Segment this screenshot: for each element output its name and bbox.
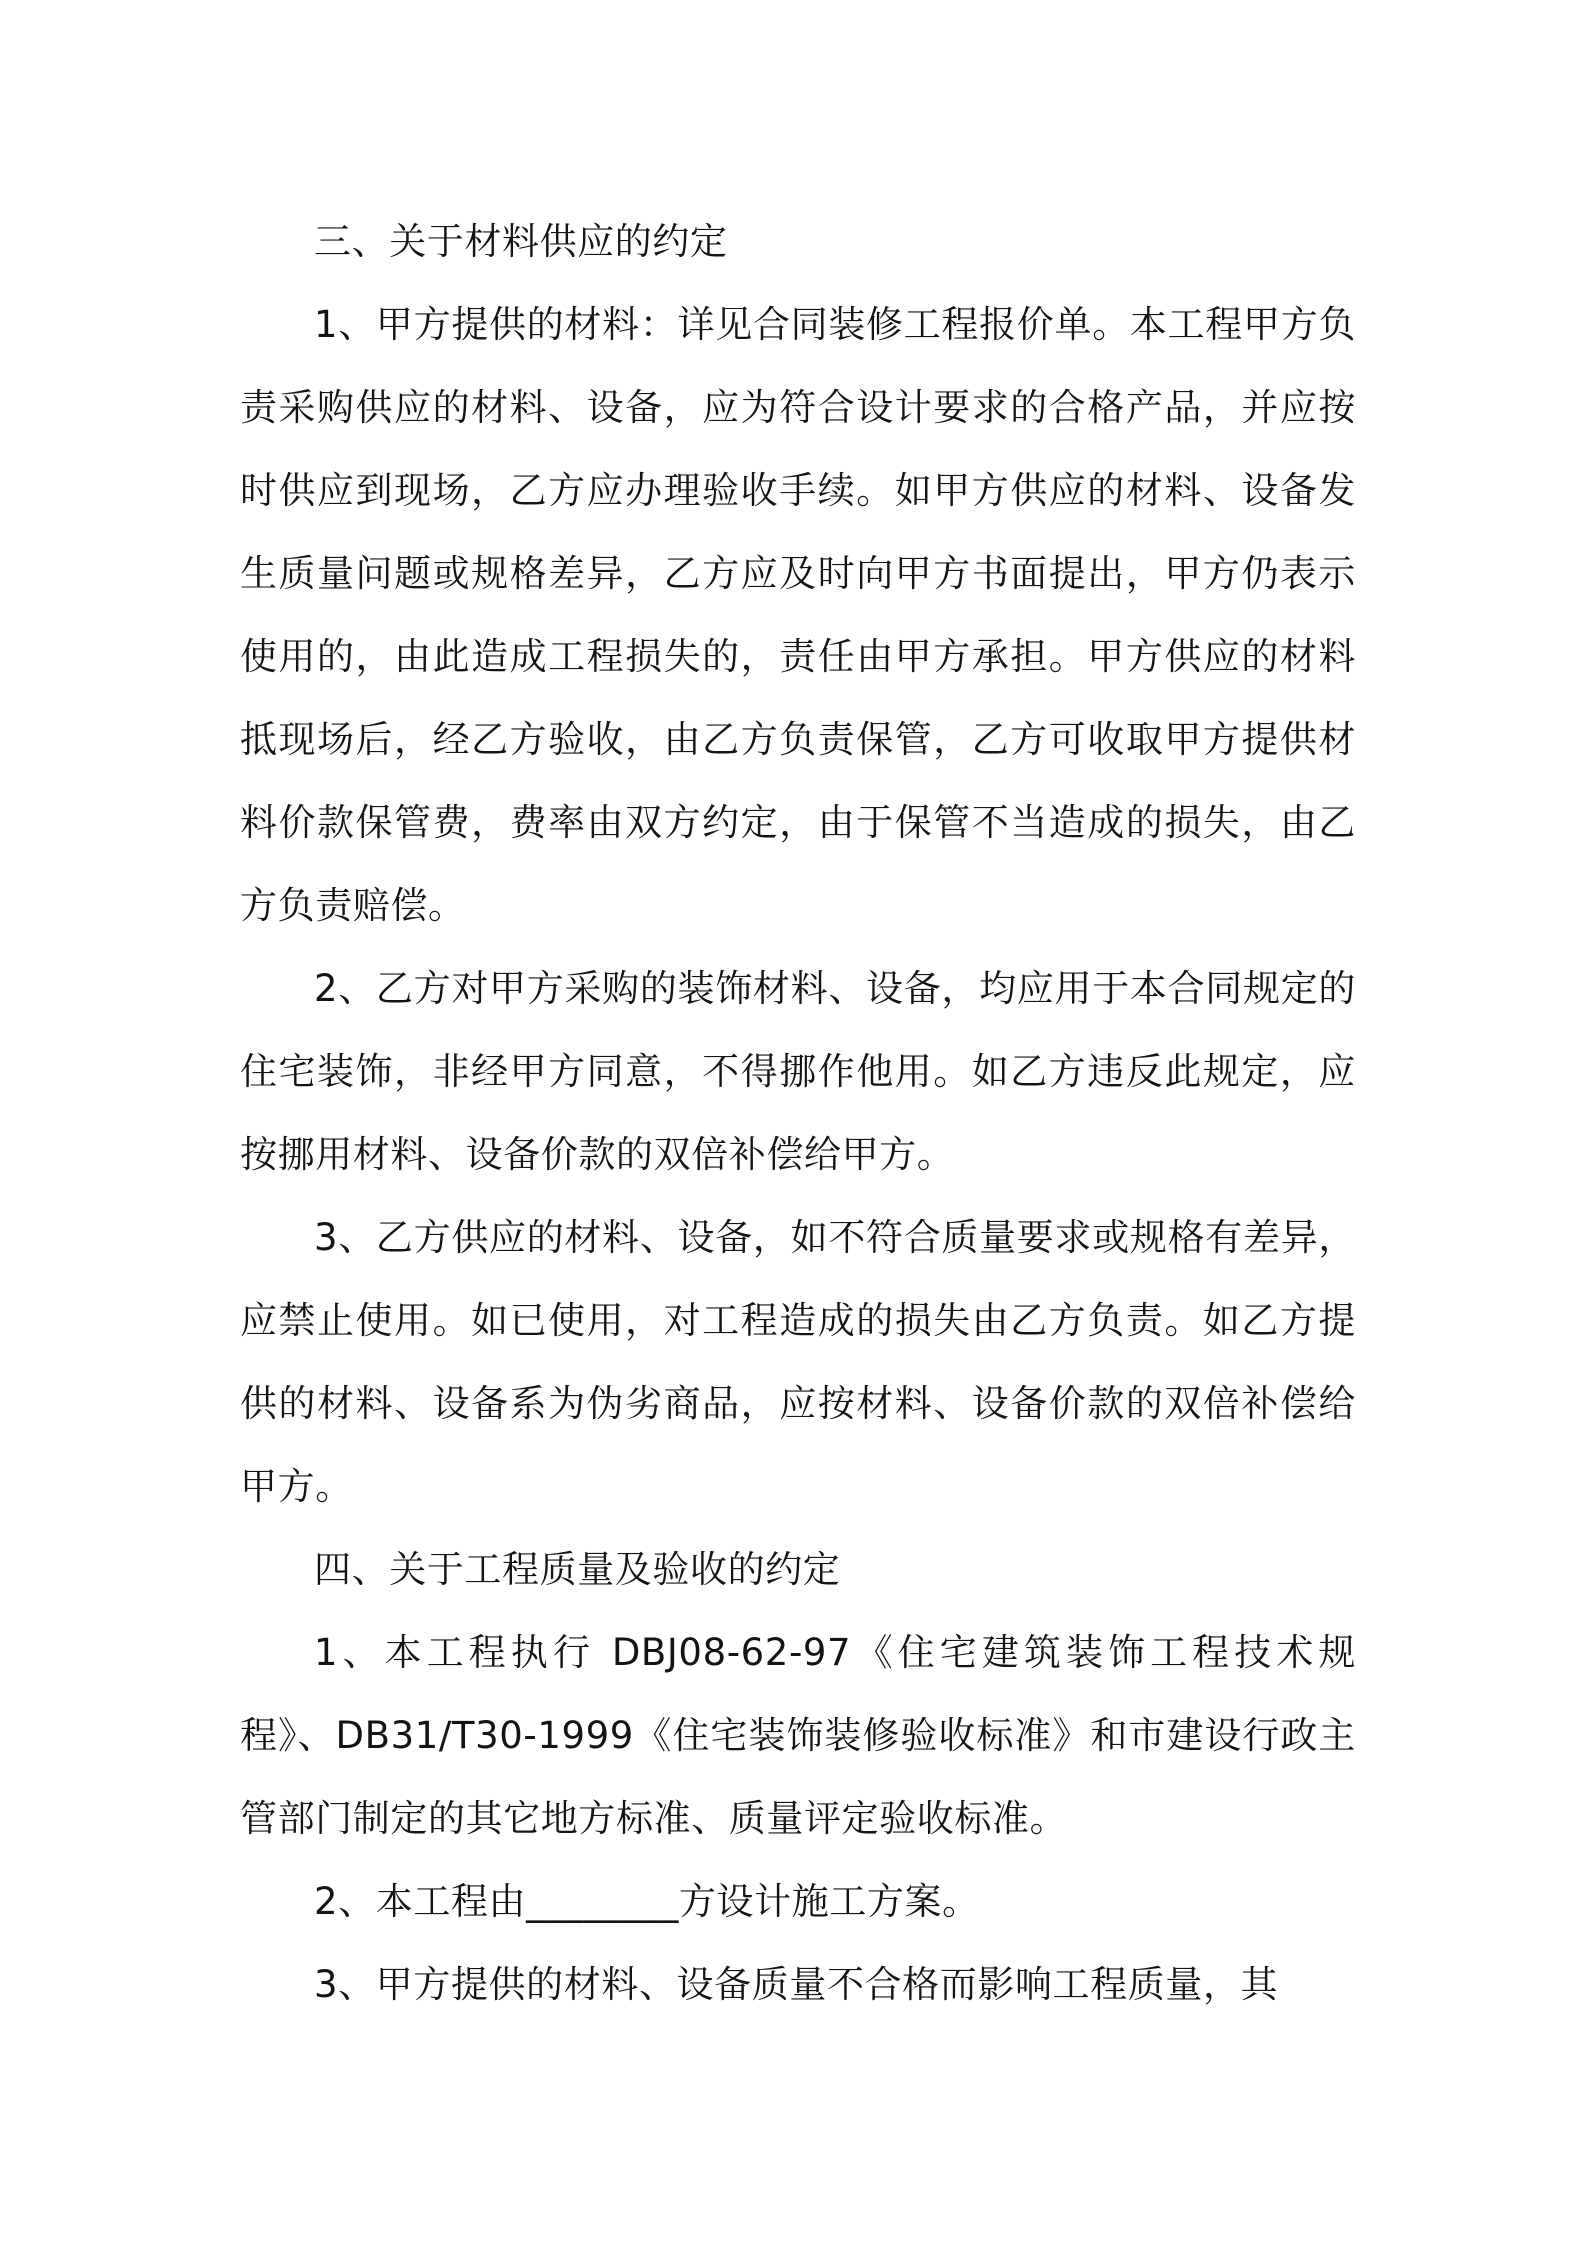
section-4-item-1: 1、本工程执行 DBJ08-62-97《住宅建筑装饰工程技术规程》、DB31/T30-1999《住宅装饰装修验收标准》和市建设行政主管部门制定的其它地方标准、质量评定验收标准。 bbox=[240, 1631, 1356, 1840]
section-3-item-3: 3、乙方供应的材料、设备，如不符合质量要求或规格有差异，应禁止使用。如已使用，对工程造成的损失由乙方负责。如乙方提供的材料、设备系为伪劣商品，应按材料、设备价款的双倍补偿给甲方。 bbox=[240, 1216, 1356, 1508]
document-page bbox=[240, 200, 1356, 2026]
section-4-item-2: 2、本工程由________方设计施工方案。 bbox=[314, 1880, 980, 1923]
section-3-heading: 三、关于材料供应的约定 bbox=[314, 220, 728, 263]
section-4-item-3: 3、甲方提供的材料、设备质量不合格而影响工程质量，其 bbox=[314, 1963, 1279, 2006]
section-3-item-2: 2、乙方对甲方采购的装饰材料、设备，均应用于本合同规定的住宅装饰，非经甲方同意，不得挪作他用。如乙方违反此规定，应按挪用材料、设备价款的双倍补偿给甲方。 bbox=[240, 967, 1356, 1176]
section-3-item-1: 1、甲方提供的材料：详见合同装修工程报价单。本工程甲方负责采购供应的材料、设备，应为符合设计要求的合格产品，并应按时供应到现场，乙方应办理验收手续。如甲方供应的材料、设备发生质量问题或规格差异，乙方应及时向甲方书面提出，甲方仍表示使用的，由此造成工程损失的，责任由甲方承担。甲方供应的材料抵现场后，经乙方验收，由乙方负责保管，乙方可收取甲方提供材料价款保管费，费率由双方约定，由于保管不当造成的损失，由乙方负责赔偿。 bbox=[240, 303, 1356, 927]
section-4-heading: 四、关于工程质量及验收的约定 bbox=[314, 1548, 841, 1591]
